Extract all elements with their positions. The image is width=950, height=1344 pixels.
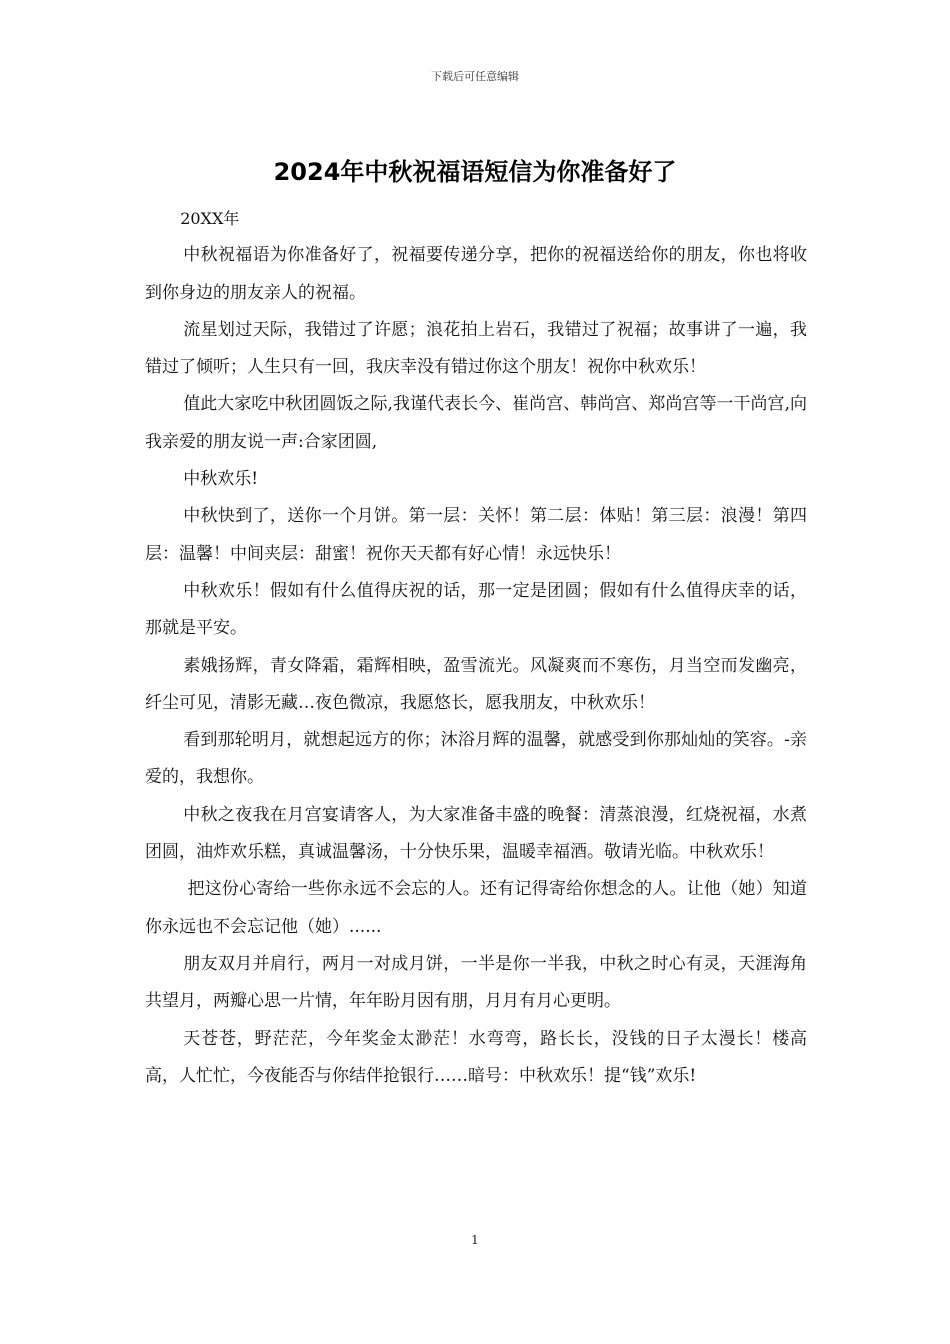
document-date: 20XX年 xyxy=(180,209,240,228)
paragraph: 朋友双月并肩行，两月一对成月饼，一半是你一半我，中秋之时心有灵，天涯海角共望月，两瓣心思一片情，年年盼月因有朋，月月有月心更明。 xyxy=(145,953,807,1012)
paragraph: 看到那轮明月，就想起远方的你；沐浴月辉的温馨，就感受到你那灿灿的笑容。-亲爱的，我想你。 xyxy=(145,730,807,788)
paragraph: 中秋快到了，送你一个月饼。第一层：关怀！第二层：体贴！第三层：浪漫！第四层：温馨！中间夹层：甜蜜！祝你天天都有好心情！永远快乐！ xyxy=(145,506,807,564)
paragraph: 值此大家吃中秋团圆饭之际,我谨代表长今、崔尚宫、韩尚宫、郑尚宫等一干尚宫,向我亲爱的朋友说一声:合家团圆, xyxy=(145,394,807,452)
paragraph: 中秋欢乐！假如有什么值得庆祝的话，那一定是团圆；假如有什么值得庆幸的话，那就是平安。 xyxy=(145,580,807,639)
paragraph: 中秋祝福语为你准备好了，祝福要传递分享，把你的祝福送给你的朋友，你也将收到你身边的朋友亲人的祝福。 xyxy=(145,245,807,303)
paragraph: 中秋之夜我在月宫宴请客人，为大家准备丰盛的晚餐：清蒸浪漫，红烧祝福，水煮团圆，油炸欢乐糕，真诚温馨汤，十分快乐果，温暖幸福酒。敬请光临。中秋欢乐！ xyxy=(145,804,807,863)
paragraph: 把这份心寄给一些你永远不会忘的人。还有记得寄给你想念的人。让他（她）知道你永远也不会忘记他（她）...... xyxy=(145,879,807,937)
page-number: 1 xyxy=(471,1233,479,1247)
paragraph: 素娥扬辉，青女降霜，霜辉相映，盈雪流光。风凝爽而不寒伤，月当空而发幽亮，纤尘可见，清影无藏…夜色微凉，我愿悠长，愿我朋友，中秋欢乐！ xyxy=(145,655,807,713)
page-header-note: 下载后可任意编辑 xyxy=(431,70,519,83)
document-title: 2024年中秋祝福语短信为你准备好了 xyxy=(273,158,677,186)
paragraph: 中秋欢乐! xyxy=(183,469,259,490)
document-body xyxy=(145,200,807,1095)
paragraph: 天苍苍，野茫茫，今年奖金太渺茫！水弯弯，路长长，没钱的日子太漫长！楼高高，人忙忙，今夜能否与你结伴抢银行……暗号：中秋欢乐！提“钱”欢乐! xyxy=(145,1028,807,1086)
paragraph: 流星划过天际，我错过了许愿；浪花拍上岩石，我错过了祝福；故事讲了一遍，我错过了倾听；人生只有一回，我庆幸没有错过你这个朋友！祝你中秋欢乐！ xyxy=(145,319,807,378)
